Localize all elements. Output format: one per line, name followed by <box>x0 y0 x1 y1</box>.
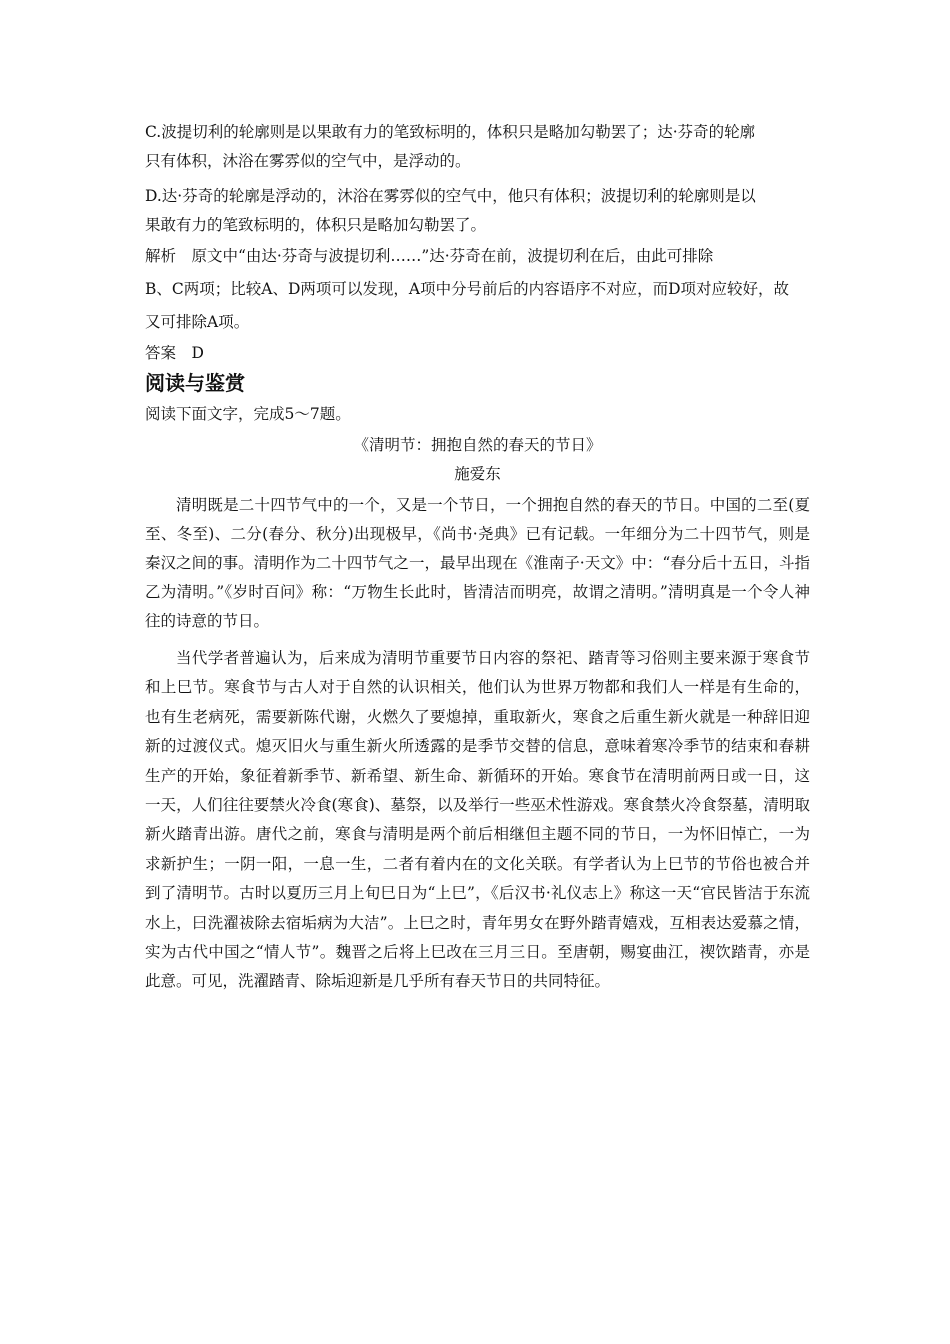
analysis <box>145 242 810 337</box>
option-d-line-2: 果敢有力的笔致标明的，体积只是略加勾勒罢了。 <box>145 216 487 234</box>
option-c <box>145 118 810 176</box>
document-body <box>145 118 810 997</box>
article-title: 《清明节：拥抱自然的春天的节日》 <box>353 436 602 454</box>
analysis-line-3: 又可排除A项。 <box>145 313 250 331</box>
section-title: 阅读与鉴赏 <box>145 371 245 395</box>
analysis-line-2: B、C两项；比较A、D两项可以发现，A项中分号前后的内容语序不对应，而D项对应较好，故 <box>145 280 789 298</box>
instruction: 阅读下面文字，完成5～7题。 <box>145 405 351 423</box>
answer: 答案 D <box>145 344 204 362</box>
option-d <box>145 182 810 240</box>
analysis-line-1: 解析 原文中“由达·芬奇与波提切利……”达·芬奇在前，波提切利在后，由此可排除 <box>145 247 714 265</box>
article-paragraph-1: 清明既是二十四节气中的一个，又是一个节日，一个拥抱自然的春天的节日。中国的二至(夏至、冬至)、二分(春分、秋分)出现极早，《尚书·尧典》已有记载。一年细分为二十四节气，则是秦汉之间的事。清明作为二十四节气之一，最早出现在《淮南子·天文》中：“春分后十五日，斗指乙为清明。”《岁时百问》称：“万物生长此时，皆清洁而明亮，故谓之清明。”清明真是一个令人神往的诗意的节日。 <box>145 496 810 630</box>
article-paragraph-2: 当代学者普遍认为，后来成为清明节重要节日内容的祭祀、踏青等习俗则主要来源于寒食节和上巳节。寒食节与古人对于自然的认识相关，他们认为世界万物都和我们人一样是有生命的，也有生老病死，需要新陈代谢，火燃久了要熄掉，重取新火，寒食之后重生新火就是一种辞旧迎新的过渡仪式。熄灭旧火与重生新火所透露的是季节交替的信息，意味着寒冷季节的结束和春耕生产的开始，象征着新季节、新希望、新生命、新循环的开始。寒食节在清明前两日或一日，这一天，人们往往要禁火冷食(寒食)、墓祭，以及举行一些巫术性游戏。寒食禁火冷食祭墓，清明取新火踏青出游。唐代之前，寒食与清明是两个前后相继但主题不同的节日，一为怀旧悼亡，一为求新护生；一阴一阳，一息一生，二者有着内在的文化关联。有学者认为上巳节的节俗也被合并到了清明节。古时以夏历三月上旬巳日为“上巳”，《后汉书·礼仪志上》称这一天“官民皆洁于东流水上，曰洗濯祓除去宿垢病为大洁”。上巳之时，青年男女在野外踏青嬉戏，互相表达爱慕之情，实为古代中国之“情人节”。魏晋之后将上巳改在三月三日。至唐朝，赐宴曲江，禊饮踏青，亦是此意。可见，洗濯踏青、除垢迎新是几乎所有春天节日的共同特征。 <box>145 649 810 991</box>
option-c-line-2: 只有体积，沐浴在雾雰似的空气中，是浮动的。 <box>145 152 471 170</box>
article-author: 施爱东 <box>454 465 501 483</box>
option-d-line-1: D.达·芬奇的轮廓是浮动的，沐浴在雾雰似的空气中，他只有体积；波提切利的轮廓则是以 <box>145 187 756 205</box>
option-c-line-1: C.波提切利的轮廓则是以果敢有力的笔致标明的，体积只是略加勾勒罢了；达·芬奇的轮廓 <box>145 123 756 141</box>
